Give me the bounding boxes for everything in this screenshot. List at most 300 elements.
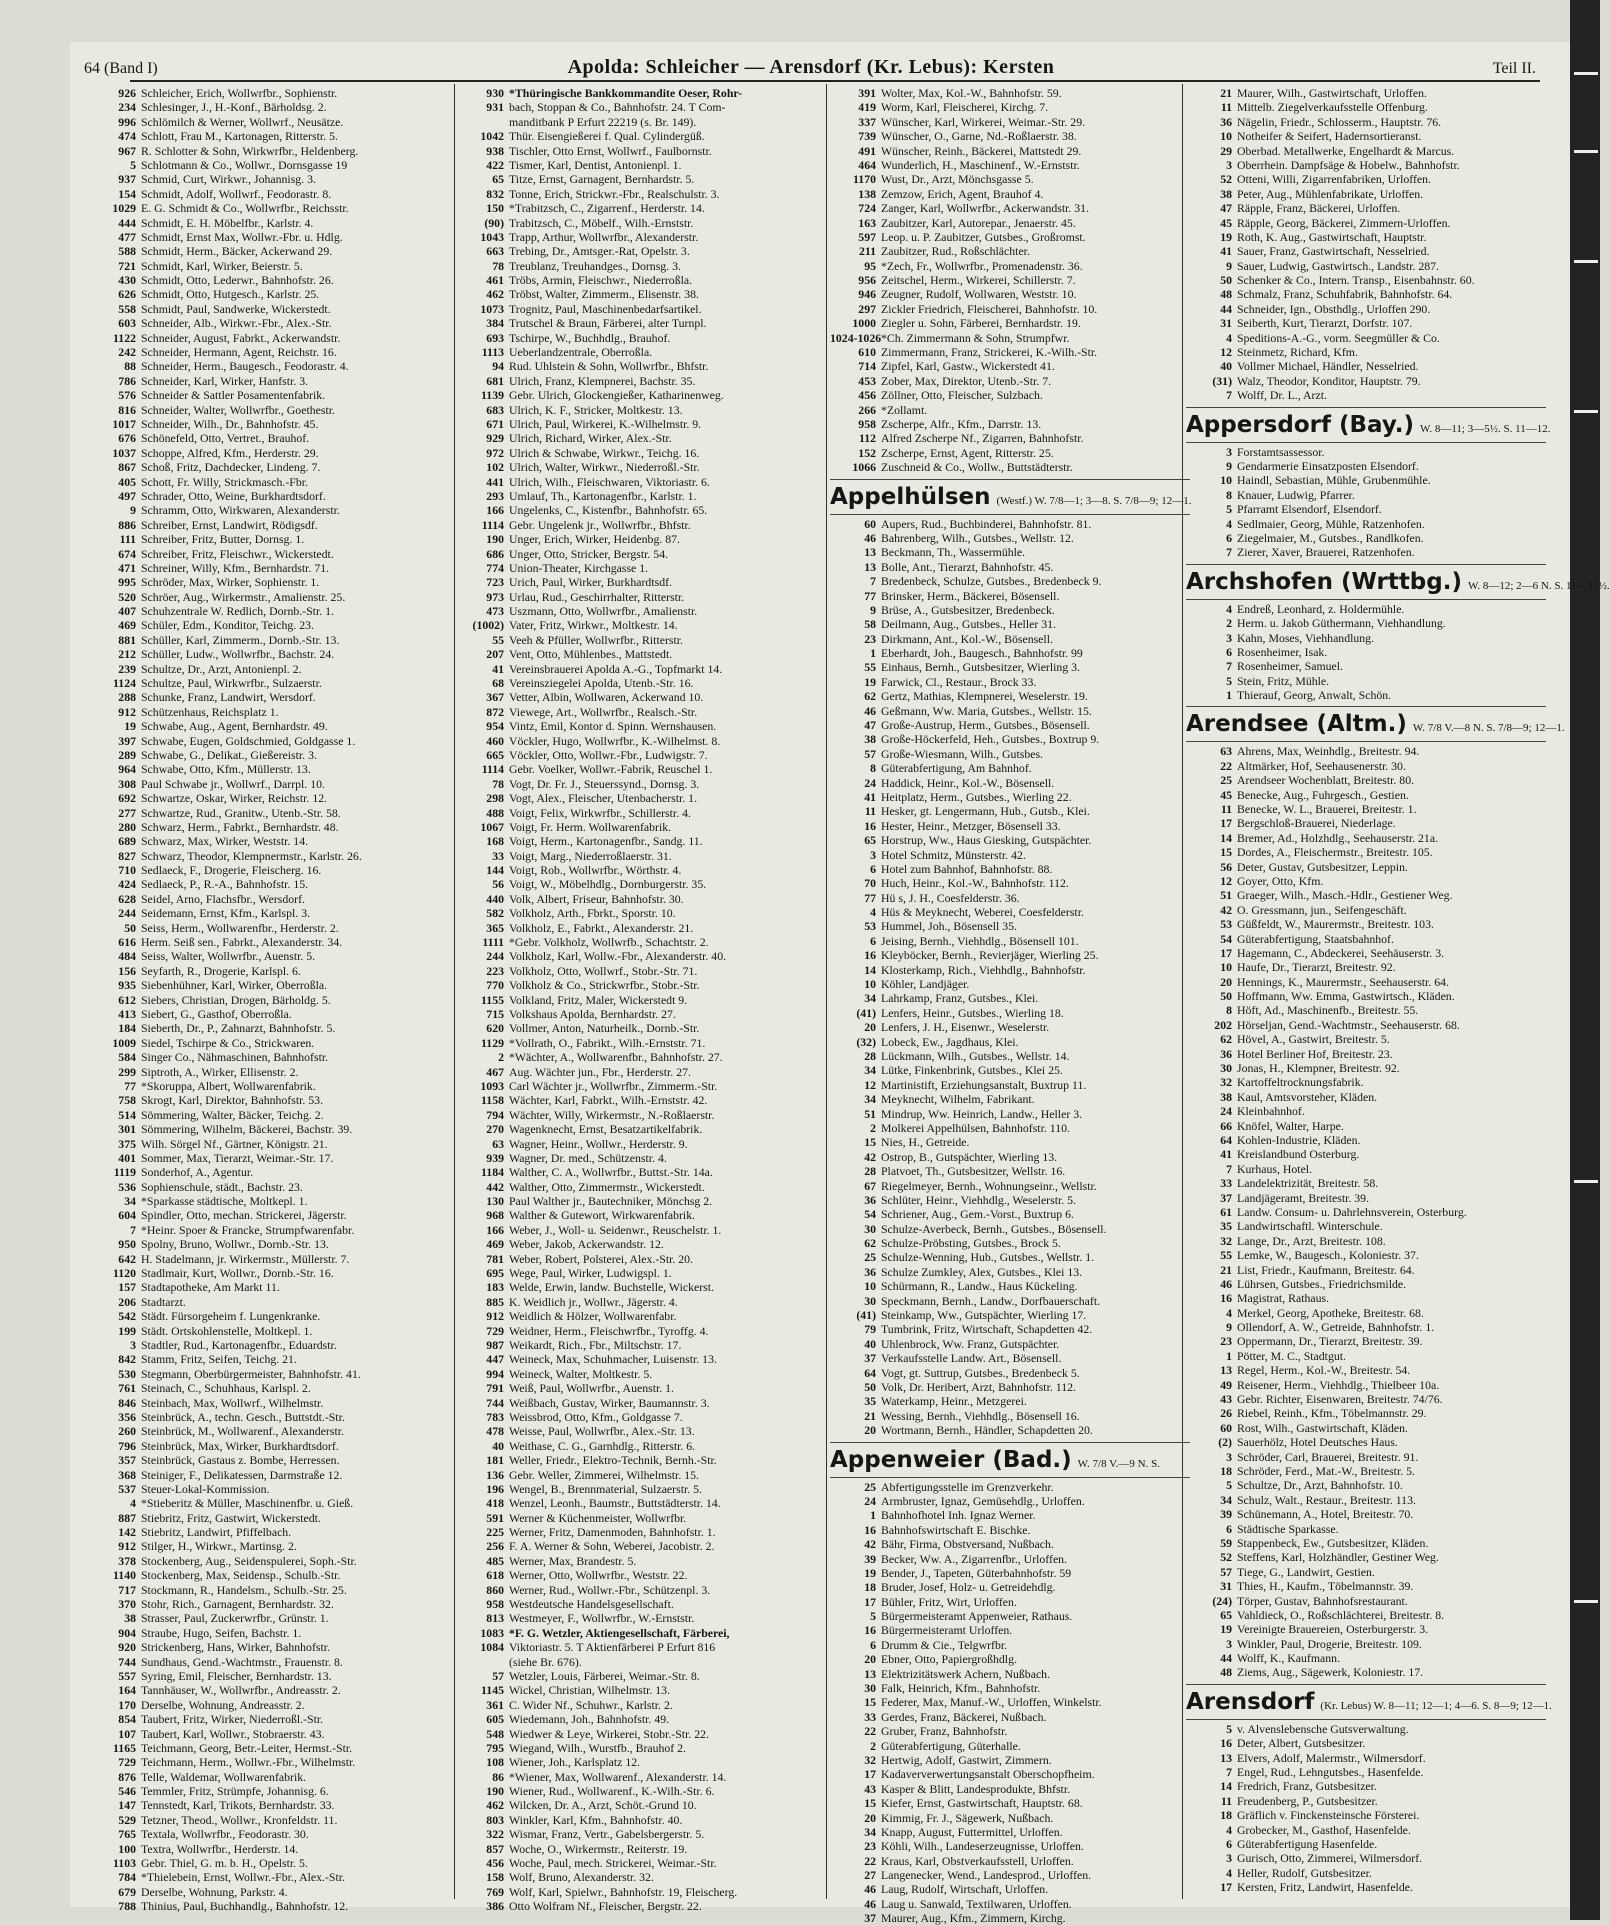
phone-number: 467	[486, 1064, 504, 1079]
listing-entry	[1186, 302, 1546, 316]
listing-entry	[1186, 1608, 1546, 1622]
phone-number: 958	[486, 1597, 504, 1612]
listing-entry	[1186, 244, 1546, 258]
phone-number: 4	[1226, 601, 1232, 616]
phone-number: 5	[1226, 1721, 1232, 1736]
subscriber-text: Bahnhofswirtschaft E. Bischke.	[881, 1522, 1031, 1537]
listing-entry	[830, 244, 1190, 258]
phone-number: 15	[1220, 845, 1232, 860]
phone-number: 867	[118, 460, 136, 475]
phone-number: 530	[118, 1366, 136, 1381]
subscriber-text: Jonas, H., Klempner, Breitestr. 92.	[1237, 1061, 1400, 1076]
phone-number: 710	[118, 863, 136, 878]
subscriber-text: Wengel, B., Brennmaterial, Sulzaerstr. 5.	[509, 1481, 702, 1496]
phone-number: 54	[864, 1207, 876, 1222]
listing-entry	[90, 633, 450, 647]
phone-number: 683	[486, 402, 504, 417]
phone-number: 692	[118, 791, 136, 806]
listing-entry	[830, 891, 1190, 905]
phone-number: 912	[486, 1309, 504, 1324]
phone-number: 25	[864, 1250, 876, 1265]
listing-entry	[458, 1741, 818, 1755]
listing-entry	[830, 1652, 1190, 1666]
column-divider	[826, 84, 827, 1899]
phone-number: 723	[486, 575, 504, 590]
subscriber-text: Regel, Herm., Kol.-W., Breitestr. 54.	[1237, 1363, 1411, 1378]
subscriber-text: Molkerei Appelhülsen, Bahnhofstr. 110.	[881, 1120, 1070, 1135]
listing-entry	[458, 1151, 818, 1165]
phone-number: 6	[1226, 530, 1232, 545]
listing-entry	[458, 618, 818, 632]
listing-entry	[90, 1137, 450, 1151]
phone-number: 16	[1220, 1291, 1232, 1306]
subscriber-text: Schwabe, Otto, Kfm., Müllerstr. 13.	[141, 762, 311, 777]
phone-number: 729	[118, 1755, 136, 1770]
phone-number: 13	[864, 1666, 876, 1681]
phone-number: 11	[864, 804, 876, 819]
subscriber-text: Stohr, Rich., Garnagent, Bernhardstr. 32.	[141, 1597, 334, 1612]
listing-entry	[458, 86, 818, 100]
subscriber-text: Volk, Albert, Friseur, Bahnhofstr. 30.	[509, 891, 684, 906]
listing-entry	[90, 978, 450, 992]
listing-entry	[1186, 788, 1546, 802]
subscriber-text: Gebr. Weller, Zimmerei, Wilhelmstr. 15.	[509, 1467, 699, 1482]
phone-number: 34	[864, 1063, 876, 1078]
listing-entry	[90, 1093, 450, 1107]
subscriber-text: Thinius, Paul, Buchhandlg., Bahnhofstr. 12.	[141, 1899, 349, 1914]
subscriber-text: Schmidt, Otto, Lederwr., Bahnhofstr. 26.	[141, 273, 334, 288]
listing-entry	[1186, 1550, 1546, 1564]
listing-entry	[458, 849, 818, 863]
phone-number: 887	[118, 1510, 136, 1525]
phone-number: 375	[118, 1136, 136, 1151]
listing-entry	[830, 1724, 1190, 1738]
listing-entry	[90, 1568, 450, 1582]
phone-number: 14	[1220, 1779, 1232, 1794]
subscriber-text: Weissbrod, Otto, Kfm., Goldgasse 7.	[509, 1409, 683, 1424]
phone-number: 693	[486, 330, 504, 345]
subscriber-text: Steinbrück, Max, Wirker, Burkhardtsdorf.	[141, 1438, 339, 1453]
subscriber-text: Nägelin, Friedr., Schlosserm., Hauptstr. 76.	[1237, 114, 1442, 129]
phone-number: 150	[486, 201, 504, 216]
listing-entry	[458, 129, 818, 143]
subscriber-text: Wickel, Christian, Wilhelmstr. 13.	[509, 1683, 671, 1698]
listing-column-4	[1186, 86, 1610, 1896]
subscriber-text: Gräflich v. Finckensteinsche Försterei.	[1237, 1808, 1420, 1823]
listing-entry	[458, 777, 818, 791]
listing-entry	[1186, 1637, 1546, 1651]
subscriber-text: Schünemann, A., Hotel, Breitestr. 70.	[1237, 1507, 1414, 1522]
edge-mark	[1574, 72, 1598, 75]
subscriber-text: Haddick, Heinr., Kol.-W., Bösensell.	[881, 775, 1055, 790]
subscriber-text: Bahnhofhotel Inh. Ignaz Werner.	[881, 1508, 1036, 1523]
listing-entry	[90, 345, 450, 359]
phone-number: 3	[130, 1337, 136, 1352]
subscriber-text: Törper, Gustav, Bahnhofsrestaurant.	[1237, 1593, 1408, 1608]
phone-number: 419	[858, 100, 876, 115]
subscriber-text: Höft, Ad., Maschinenfb., Breitestr. 55.	[1237, 1003, 1419, 1018]
listing-entry	[1186, 903, 1546, 917]
subscriber-text: Otteni, Willi, Zigarrenfabriken, Urloffen.	[1237, 172, 1432, 187]
phone-number: 5	[870, 1609, 876, 1624]
listing-entry	[1186, 1880, 1546, 1894]
phone-number: 995	[118, 575, 136, 590]
phone-number: 968	[486, 1208, 504, 1223]
subscriber-text: Strasser, Paul, Zuckerwrfbr., Grünstr. 1.	[141, 1611, 329, 1626]
listing-entry	[1186, 374, 1546, 388]
phone-number: 7	[130, 1222, 136, 1237]
phone-number: 5	[1226, 1478, 1232, 1493]
subscriber-text: Bergschloß-Brauerei, Niederlage.	[1237, 816, 1396, 831]
phone-number: 41	[864, 789, 876, 804]
subscriber-text: Schröer, Aug., Wirkermstr., Amalienstr. 25.	[141, 589, 346, 604]
place-name: Appersdorf (Bay.)	[1186, 411, 1414, 438]
listing-entry	[830, 1063, 1190, 1077]
subscriber-text: Schlott, Frau M., Kartonagen, Ritterstr. 5.	[141, 129, 338, 144]
subscriber-text: Gruber, Franz, Bahnhofstr.	[881, 1724, 1008, 1739]
phone-number: 676	[118, 431, 136, 446]
listing-entry	[830, 100, 1190, 114]
listing-entry	[458, 935, 818, 949]
listing-entry	[1186, 917, 1546, 931]
phone-number: 996	[118, 114, 136, 129]
listing-entry	[90, 374, 450, 388]
subscriber-text: Wortmann, Bernh., Händler, Schapdetten 20.	[881, 1423, 1093, 1438]
listing-entry	[90, 863, 450, 877]
listing-entry	[458, 1813, 818, 1827]
phone-number: 28	[864, 1049, 876, 1063]
listing-entry	[830, 259, 1190, 273]
subscriber-text: Herm. u. Jakob Güthermann, Viehhandlung.	[1237, 616, 1446, 631]
listing-entry	[1186, 1421, 1546, 1435]
subscriber-text: Heller, Rudolf, Gutsbesitzer.	[1237, 1865, 1372, 1880]
subscriber-text: Schmidt, Ernst Max, Wollwr.-Fbr. u. Hdlg.	[141, 229, 343, 244]
listing-entry	[830, 545, 1190, 559]
subscriber-text: H. Stadelmann, jr. Wirkermstr., Müllerstr. 7.	[141, 1251, 350, 1266]
subscriber-text: Engel, Rud., Lehngutsbes., Hasenfelde.	[1237, 1765, 1424, 1780]
subscriber-text: Kleinbahnhof.	[1237, 1104, 1305, 1119]
subscriber-text: Westmeyer, F., Wollwrfbr., W.-Ernststr.	[509, 1611, 695, 1626]
phone-number: 626	[118, 287, 136, 302]
listing-entry	[830, 761, 1190, 775]
phone-number: 7	[1226, 659, 1232, 674]
listing-entry	[830, 905, 1190, 919]
phone-number: 42	[864, 1149, 876, 1164]
phone-number: 32	[1220, 1075, 1232, 1090]
listing-entry	[1186, 1536, 1546, 1550]
listing-entry	[90, 1180, 450, 1194]
office-hours: W. 7/8 V.—8 N. S. 7/8—9; 12—1.	[1412, 722, 1565, 735]
listing-entry	[830, 848, 1190, 862]
listing-entry	[458, 388, 818, 402]
listing-entry	[90, 86, 450, 100]
subscriber-text: Gebr. Richter, Eisenwaren, Breitestr. 74/76.	[1237, 1392, 1443, 1407]
listing-entry	[830, 747, 1190, 761]
listing-entry	[1186, 144, 1546, 158]
place-heading	[830, 1442, 1190, 1478]
phone-number: 29	[1220, 143, 1232, 158]
listing-entry	[830, 1308, 1190, 1322]
phone-number: 5	[1226, 502, 1232, 517]
phone-number: 462	[486, 287, 504, 302]
phone-number: 946	[858, 287, 876, 302]
phone-number: 36	[864, 1264, 876, 1279]
phone-number: 356	[118, 1409, 136, 1424]
subscriber-text: (siehe Br. 676).	[509, 1654, 582, 1669]
listing-entry	[1186, 773, 1546, 787]
listing-entry	[458, 1252, 818, 1266]
phone-number: 4	[1226, 516, 1232, 531]
subscriber-text: Sedlmaier, Georg, Mühle, Ratzenhofen.	[1237, 516, 1425, 531]
listing-entry	[90, 834, 450, 848]
subscriber-text: Volkholz, E., Fabrkt., Alexanderstr. 21.	[509, 920, 694, 935]
subscriber-text: Schleicher, Erich, Wollwrfbr., Sophienstr.	[141, 86, 338, 100]
phone-number: 26	[1220, 1406, 1232, 1421]
listing-entry	[458, 1827, 818, 1841]
listing-entry	[458, 446, 818, 460]
listing-entry	[1186, 1579, 1546, 1593]
listing-entry	[458, 1410, 818, 1424]
listing-entry	[830, 1480, 1190, 1494]
listing-entry	[90, 1367, 450, 1381]
phone-number: 50	[1220, 989, 1232, 1004]
phone-number: 4	[1226, 330, 1232, 345]
subscriber-text: Pfarramt Elsendorf, Elsendorf.	[1237, 502, 1382, 517]
subscriber-text: Lemke, W., Baugesch., Koloniestr. 37.	[1237, 1248, 1419, 1263]
subscriber-text: Textra, Wollwrfbr., Herderstr. 14.	[141, 1841, 299, 1856]
phone-number: 168	[486, 834, 504, 849]
phone-number: 60	[1220, 1420, 1232, 1435]
phone-number: 13	[1220, 1363, 1232, 1378]
subscriber-text: Große-Austrup, Herm., Gutsbes., Bösensell.	[881, 718, 1090, 733]
edge-mark	[1574, 150, 1598, 153]
subscriber-text: Werner, Fritz, Damenmoden, Bahnhofstr. 1.	[509, 1525, 716, 1540]
phone-number: 184	[118, 1021, 136, 1036]
subscriber-text: Seiss, Herm., Wollwarenfbr., Herderstr. 2.	[141, 920, 339, 935]
listing-entry	[458, 359, 818, 373]
listing-entry	[458, 877, 818, 891]
subscriber-text: Meyknecht, Wilhelm, Fabrikant.	[881, 1092, 1035, 1107]
subscriber-text: Wiegand, Wilh., Wurstfb., Brauhof 2.	[509, 1740, 687, 1755]
listing-entry	[830, 144, 1190, 158]
listing-entry	[458, 230, 818, 244]
subscriber-text: Werner, Max, Brandestr. 5.	[509, 1553, 637, 1568]
subscriber-text: Gurisch, Otto, Zimmerei, Wilmersdorf.	[1237, 1851, 1423, 1866]
listing-entry	[1186, 1291, 1546, 1305]
phone-number: 30	[864, 1293, 876, 1308]
phone-number: 497	[118, 488, 136, 503]
phone-number: 1067	[480, 819, 504, 834]
phone-number: 144	[486, 863, 504, 878]
subscriber-text: Volkholz, Arth., Fbrkt., Sporstr. 10.	[509, 906, 676, 921]
phone-number: 63	[492, 1136, 504, 1151]
listing-entry	[830, 1494, 1190, 1508]
subscriber-text: Voigt, Herm., Kartonagenfbr., Sandg. 11.	[509, 834, 703, 849]
subscriber-text: Bolle, Ant., Tierarzt, Bahnhofstr. 45.	[881, 559, 1054, 574]
phone-number: 784	[118, 1870, 136, 1885]
phone-number: 35	[864, 1394, 876, 1409]
subscriber-text: Volkholz, Otto, Wollwrf., Stobr.-Str. 71.	[509, 963, 698, 978]
listing-entry	[830, 790, 1190, 804]
phone-number: 225	[486, 1525, 504, 1540]
listing-entry	[458, 1367, 818, 1381]
listing-entry	[90, 662, 450, 676]
phone-number: 17	[864, 1767, 876, 1782]
listing-entry	[90, 216, 450, 230]
listing-entry	[90, 446, 450, 460]
phone-number: 234	[118, 100, 136, 115]
subscriber-text: Zeugner, Rudolf, Wollwaren, Weststr. 10.	[881, 287, 1077, 302]
listing-column-2	[458, 86, 818, 1914]
listing-entry	[1186, 960, 1546, 974]
phone-number: 136	[486, 1467, 504, 1482]
listing-entry	[90, 1885, 450, 1899]
subscriber-text: Schreiber, Fritz, Fleischwr., Wickerstedt.	[141, 546, 334, 561]
subscriber-text: Schwartze, Oskar, Wirker, Reichstr. 12.	[141, 791, 328, 806]
phone-number: 59	[1220, 1535, 1232, 1550]
phone-number: 20	[864, 1652, 876, 1667]
subscriber-text: Weber, Jakob, Ackerwandstr. 12.	[509, 1237, 664, 1252]
listing-entry	[1186, 1651, 1546, 1665]
phone-number: 367	[486, 690, 504, 705]
subscriber-text: Weithase, C. G., Garnhdlg., Ritterstr. 6.	[509, 1438, 696, 1453]
listing-entry	[1186, 459, 1546, 473]
subscriber-text: *Skoruppa, Albert, Wollwarenfabrik.	[141, 1078, 316, 1093]
place-name: Arendsee (Altm.)	[1186, 711, 1407, 738]
phone-number: 298	[486, 791, 504, 806]
phone-number: 7	[870, 574, 876, 589]
listing-entry	[90, 1309, 450, 1323]
phone-number: 4	[1226, 1865, 1232, 1880]
phone-number: 832	[486, 186, 504, 201]
phone-number: 13	[864, 559, 876, 574]
listing-entry	[90, 1899, 450, 1913]
subscriber-text: Güßfeldt, W., Maurermstr., Breitestr. 103.	[1237, 917, 1434, 932]
subscriber-text: Vogt, Alex., Fleischer, Utenbacherstr. 1.	[509, 791, 698, 806]
subscriber-text: Arendseer Wochenblatt, Breitestr. 80.	[1237, 773, 1415, 788]
listing-entry	[830, 201, 1190, 215]
listing-entry	[1186, 932, 1546, 946]
subscriber-text: Schröder, Ferd., Mat.-W., Breitestr. 5.	[1237, 1463, 1415, 1478]
subscriber-text: Bender, J., Tapeten, Güterbahnhofstr. 59	[881, 1565, 1072, 1580]
office-hours: W. 8—11; 3—5½. S. 11—12.	[1419, 422, 1551, 435]
subscriber-text: Titze, Ernst, Garnagent, Bernhardstr. 5.	[509, 172, 695, 187]
phone-number: 473	[486, 604, 504, 619]
subscriber-text: Thierauf, Georg, Anwalt, Schön.	[1237, 688, 1392, 703]
subscriber-text: Schwarz, Max, Wirker, Weststr. 14.	[141, 834, 309, 849]
listing-entry	[1186, 1061, 1546, 1075]
phone-number: 21	[864, 1408, 876, 1423]
listing-entry	[90, 1827, 450, 1841]
subscriber-text: *Zollamt.	[881, 402, 928, 417]
phone-number: 471	[118, 560, 136, 575]
listing-entry	[1186, 1378, 1546, 1392]
listing-entry	[458, 244, 818, 258]
phone-number: 299	[118, 1064, 136, 1079]
phone-number: 31	[1220, 1579, 1232, 1594]
subscriber-text: Hü s, J. H., Coesfelderstr. 36.	[881, 890, 1020, 905]
phone-number: 7	[1226, 388, 1232, 403]
listing-entry	[90, 1453, 450, 1467]
subscriber-text: Wismar, Franz, Vertr., Gabelsbergerstr. 5.	[509, 1827, 705, 1842]
phone-number: 603	[118, 316, 136, 331]
subscriber-text: Haufe, Dr., Tierarzt, Breitestr. 92.	[1237, 960, 1396, 975]
phone-number: 3	[1226, 444, 1232, 459]
subscriber-text: Derselbe, Wohnung, Andreasstr. 2.	[141, 1697, 305, 1712]
subscriber-text: Zemzow, Erich, Agent, Brauhof 4.	[881, 186, 1044, 201]
subscriber-text: Steiniger, F., Delikatessen, Darmstraße 12.	[141, 1467, 343, 1482]
phone-number: 270	[486, 1122, 504, 1137]
subscriber-text: Kasper & Blitt, Landesprodukte, Bhfstr.	[881, 1781, 1071, 1796]
listing-entry	[458, 1122, 818, 1136]
subscriber-text: Verkaufsstelle Landw. Art., Bösensell.	[881, 1351, 1062, 1366]
subscriber-text: Bähr, Firma, Obstversand, Nußbach.	[881, 1537, 1054, 1552]
subscriber-text: Schüller, Ludw., Wollwrfbr., Bachstr. 24.	[141, 647, 335, 662]
subscriber-text: Wiener, Joh., Karlsplatz 12.	[509, 1755, 641, 1770]
subscriber-text: Schneider, Alb., Wirkwr.-Fbr., Alex.-Str.	[141, 316, 332, 331]
phone-number: 2	[870, 1738, 876, 1753]
phone-number: 33	[864, 1709, 876, 1724]
subscriber-text: Deilmann, Aug., Gutsbes., Heller 31.	[881, 617, 1056, 632]
subscriber-text: Ulrich, Franz, Klempnerei, Bachstr. 35.	[509, 373, 696, 388]
subscriber-text: Vent, Otto, Mühlenbes., Mattstedt.	[509, 647, 673, 662]
phone-number: 17	[864, 1594, 876, 1609]
phone-number: 24	[1220, 1104, 1232, 1119]
phone-number: 10	[1220, 129, 1232, 144]
phone-number: 11	[1220, 100, 1232, 115]
phone-number: 34	[864, 1824, 876, 1839]
subscriber-text: Vogt, Dr. Fr. J., Steuerssynd., Dornsg. 3.	[509, 776, 700, 791]
phone-number: 31	[1220, 316, 1232, 331]
listing-entry	[1186, 1075, 1546, 1089]
subscriber-text: Teichmann, Herm., Wollwr.-Fbr., Wilhelmstr.	[141, 1755, 356, 1770]
subscriber-text: Urlau, Rud., Geschirrhalter, Ritterstr.	[509, 589, 685, 604]
listing-entry	[458, 1223, 818, 1237]
listing-entry	[830, 718, 1190, 732]
subscriber-text: Uhlenbrock, Ww. Franz, Gutspächter.	[881, 1336, 1060, 1351]
phone-number: 3	[1226, 630, 1232, 645]
phone-number: 42	[1220, 902, 1232, 917]
listing-entry	[90, 475, 450, 489]
listing-entry	[90, 1856, 450, 1870]
phone-number: 9	[130, 503, 136, 518]
subscriber-text: Trebing, Dr., Amtsger.-Rat, Opelstr. 3.	[509, 244, 690, 259]
listing-entry	[458, 1698, 818, 1712]
phone-number: 37	[864, 1351, 876, 1366]
phone-number: 15	[864, 1695, 876, 1710]
listing-entry	[90, 748, 450, 762]
subscriber-text: Volkland, Fritz, Maler, Wickerstedt 9.	[509, 992, 688, 1007]
phone-number: 5	[1226, 673, 1232, 688]
phone-number: 108	[486, 1755, 504, 1770]
subscriber-text: Elektrizitätswerk Achern, Nußbach.	[881, 1666, 1051, 1681]
subscriber-text: Schwabe, G., Delikat., Gießereistr. 3.	[141, 747, 317, 762]
phone-number: 244	[486, 949, 504, 964]
listing-entry	[458, 345, 818, 359]
subscriber-text: Schürmann, R., Landw., Haus Kückeling.	[881, 1279, 1078, 1294]
subscriber-text: Steffens, Karl, Holzhändler, Gestiner Weg.	[1237, 1550, 1439, 1565]
listing-entry	[458, 1079, 818, 1093]
phone-number: 62	[864, 1236, 876, 1251]
phone-number: 671	[486, 416, 504, 431]
listing-entry	[458, 1237, 818, 1251]
listing-entry	[458, 590, 818, 604]
phone-number: 520	[118, 589, 136, 604]
subscriber-text: Maurer, Aug., Kfm., Zimmern, Kirchg.	[881, 1911, 1066, 1926]
phone-number: 1140	[113, 1568, 136, 1583]
phone-number: 935	[118, 978, 136, 993]
subscriber-text: Telle, Waldemar, Wollwarenfabrik.	[141, 1769, 307, 1784]
